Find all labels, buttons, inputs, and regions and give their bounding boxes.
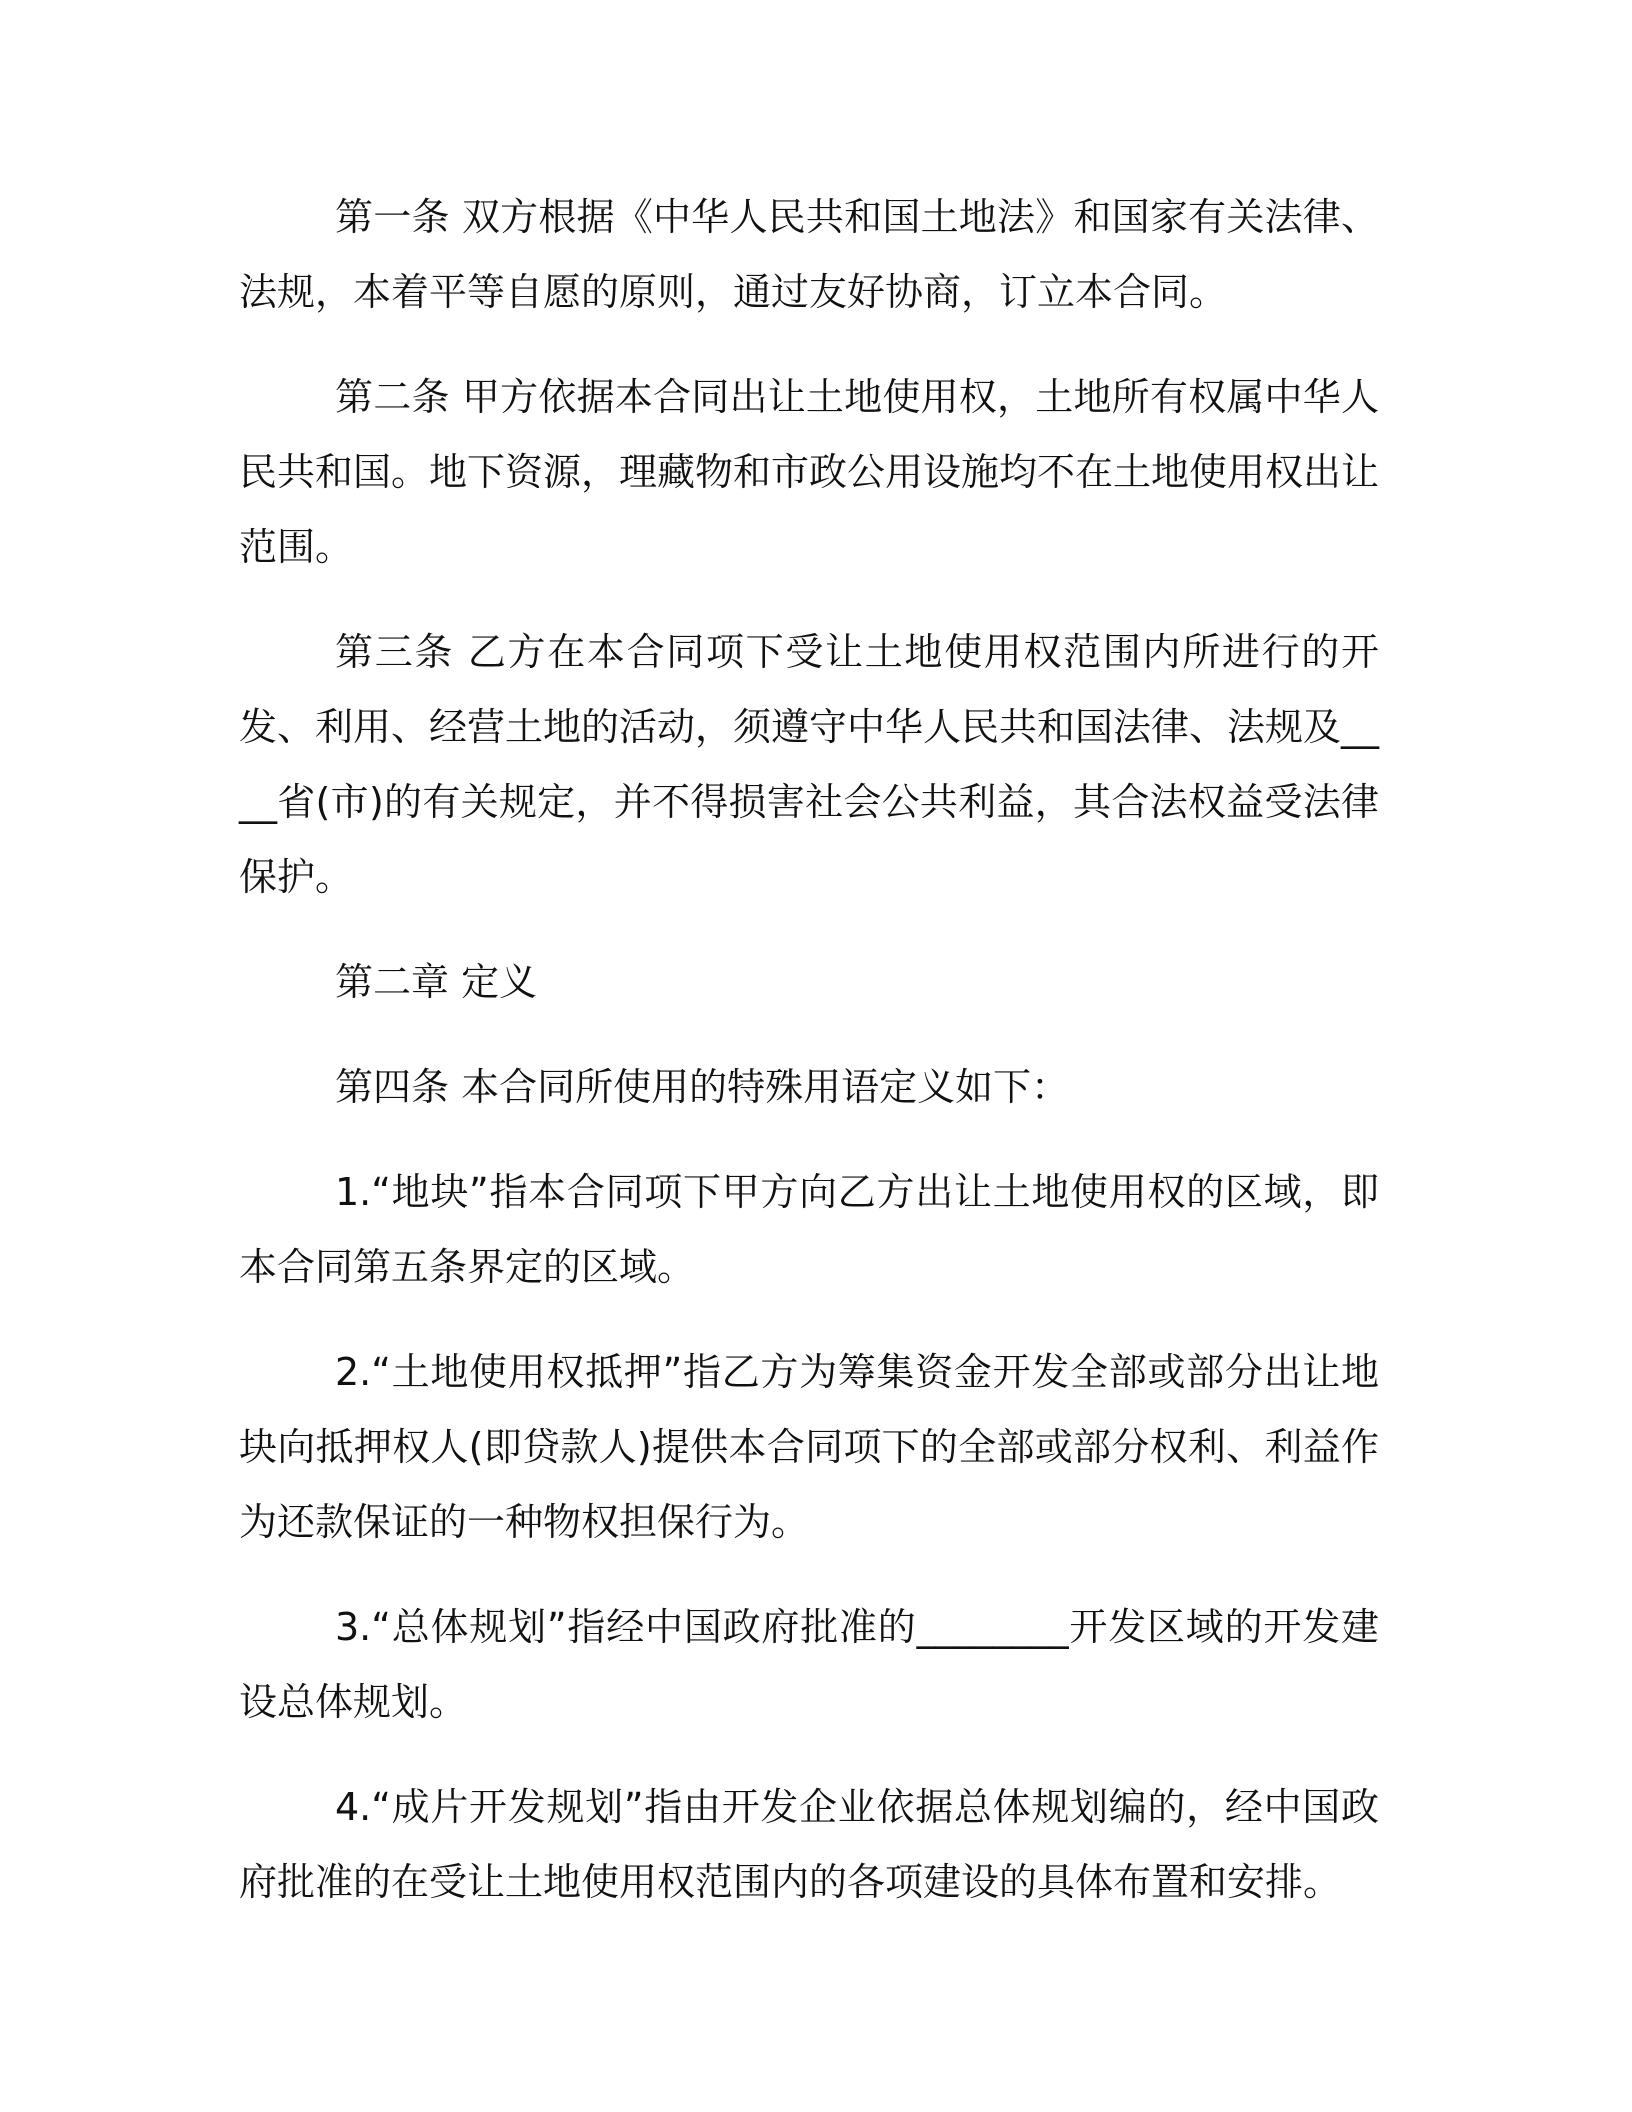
article-2-paragraph: 第二条 甲方依据本合同出让土地使用权，土地所有权属中华人民共和国。地下资源，理藏物和市政公用设施均不在土地使用权出让范围。 [239, 375, 1380, 569]
definition-item-2: 2.“土地使用权抵押”指乙方为筹集资金开发全部或部分出让地块向抵押权人(即贷款人)提供本合同项下的全部或部分权利、利益作为还款保证的一种物权担保行为。 [239, 1350, 1379, 1544]
definition-item-3: 3.“总体规划”指经中国政府批准的________开发区域的开发建设总体规划。 [239, 1605, 1379, 1724]
document-page [239, 180, 1379, 1950]
definition-item-1: 1.“地块”指本合同项下甲方向乙方出让土地使用权的区域，即本合同第五条界定的区域。 [239, 1170, 1379, 1289]
article-4-paragraph: 第四条 本合同所使用的特殊用语定义如下： [335, 1065, 1070, 1109]
article-3-paragraph: 第三条 乙方在本合同项下受让土地使用权范围内所进行的开发、利用、经营土地的活动，须遵守中华人民共和国法律、法规及____省(市)的有关规定，并不得损害社会公共利益，其合法权益受法律保护。 [239, 630, 1380, 899]
definition-item-4: 4.“成片开发规划”指由开发企业依据总体规划编的，经中国政府批准的在受让土地使用权范围内的各项建设的具体布置和安排。 [239, 1785, 1379, 1904]
article-1-paragraph: 第一条 双方根据《中华人民共和国土地法》和国家有关法律、法规，本着平等自愿的原则，通过友好协商，订立本合同。 [239, 195, 1379, 314]
chapter-2-heading: 第二章 定义 [335, 960, 538, 1004]
